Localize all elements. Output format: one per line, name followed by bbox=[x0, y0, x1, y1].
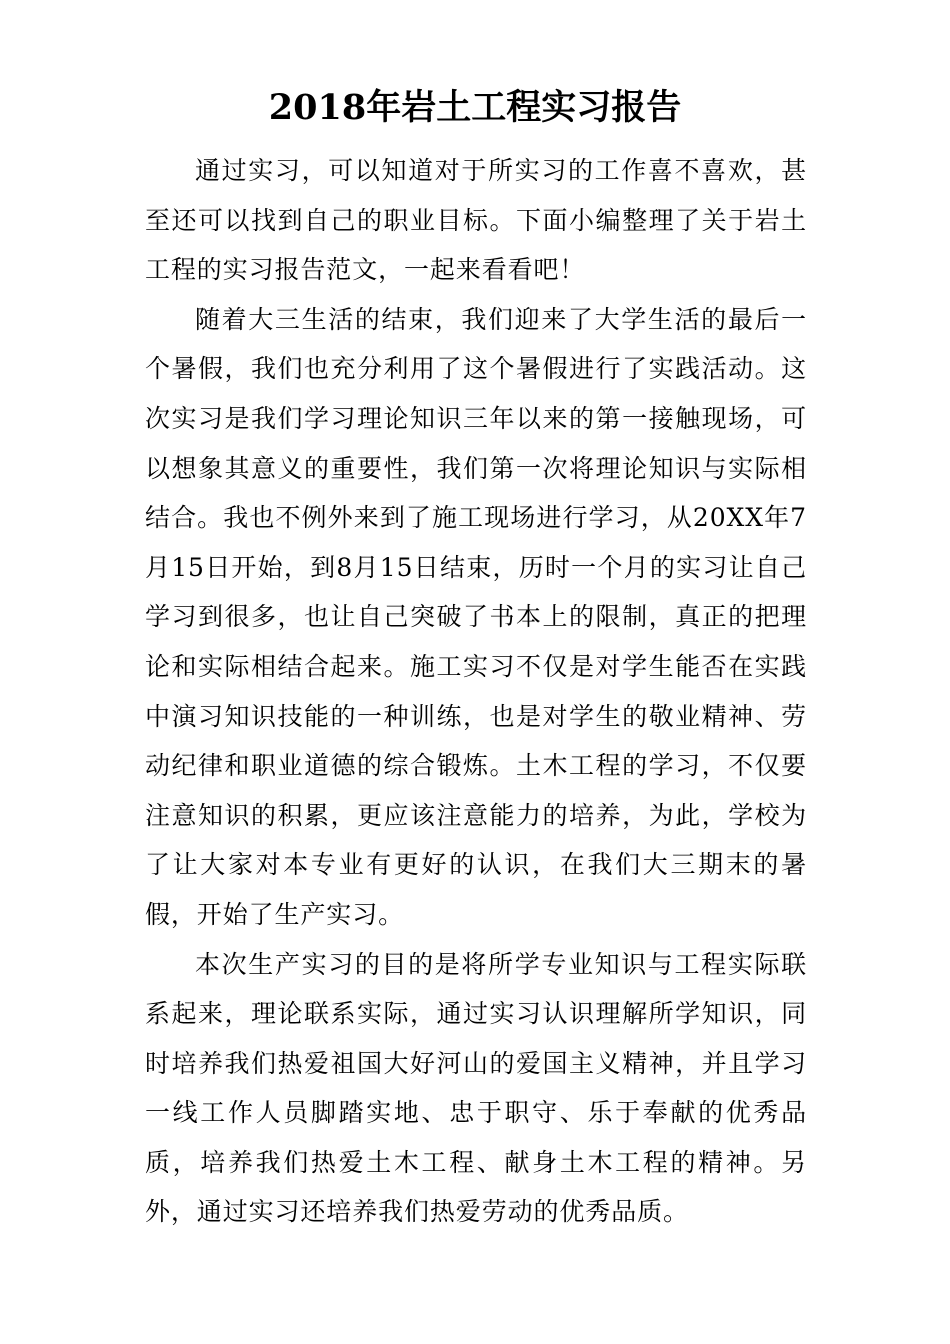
paragraph-purpose: 本次生产实习的目的是将所学专业知识与工程实际联系起来，理论联系实际，通过实习认识理解所学知识，同时培养我们热爱祖国大好河山的爱国主义精神，并且学习一线工作人员脚踏实地、忠于职守、乐于奉献的优秀品质，培养我们热爱土木工程、献身土木工程的精神。另外，通过实习还培养我们热爱劳动的优秀品质。 bbox=[145, 949, 807, 1227]
paragraph-intro: 通过实习，可以知道对于所实习的工作喜不喜欢，甚至还可以找到自己的职业目标。下面小编整理了关于岩土工程的实习报告范文，一起来看看吧！ bbox=[145, 156, 807, 285]
document-body bbox=[145, 146, 807, 1237]
paragraph-background: 随着大三生活的结束，我们迎来了大学生活的最后一个暑假，我们也充分利用了这个暑假进行了实践活动。这次实习是我们学习理论知识三年以来的第一接触现场，可以想象其意义的重要性，我们第一次将理论知识与实际相结合。我也不例外来到了施工现场进行学习，从20XX年7月15日开始，到8月15日结束，历时一个月的实习让自己学习到很多，也让自己突破了书本上的限制，真正的把理论和实际相结合起来。施工实习不仅是对学生能否在实践中演习知识技能的一种训练，也是对学生的敬业精神、劳动纪律和职业道德的综合锻炼。土木工程的学习，不仅要注意知识的积累，更应该注意能力的培养，为此，学校为了让大家对本专业有更好的认识，在我们大三期末的暑假，开始了生产实习。 bbox=[145, 304, 807, 929]
document-title: 2018年岩土工程实习报告 bbox=[268, 87, 682, 128]
